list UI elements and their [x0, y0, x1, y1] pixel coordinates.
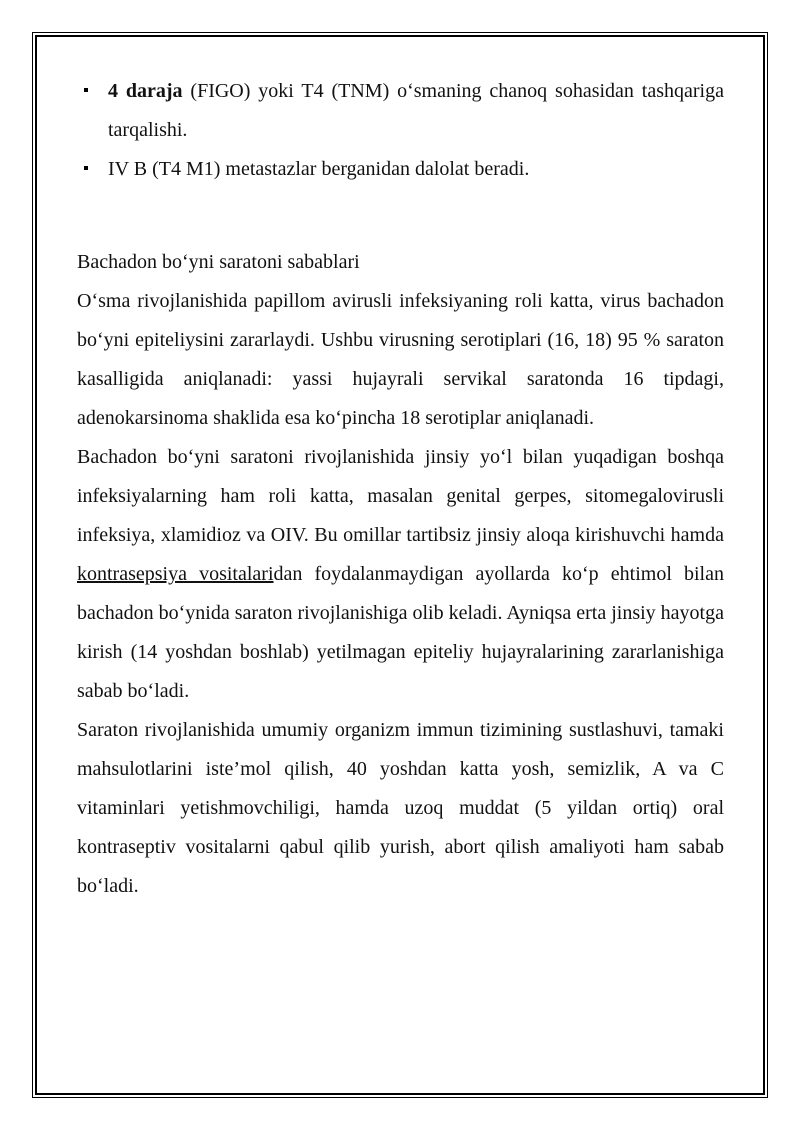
section-title: Bachadon bo‘yni saratoni sabablari [77, 251, 360, 273]
paragraph-2-part-1: Bachadon bo‘yni saratoni rivojlanishida jinsiy yo‘l bilan yuqadigan boshqa infeksiyalarning ham roli katta, masalan genital gerpes, sitomegalovirusli infeksiya, xlamidioz va OIV. Bu omillar tartibsiz jinsiy aloqa kirishuvchi hamda [77, 446, 724, 546]
section-gap [77, 189, 724, 243]
paragraph-1: O‘sma rivojlanishida papillom avirusli infeksiyaning roli katta, virus bachadon bo‘yni epiteliysini zararlaydi. Ushbu virusning serotiplari (16, 18) 95 % saraton kasalligida aniqlanadi: yassi hujayrali servikal saratonda 16 tipdagi, adenokarsinoma shaklida esa ko‘pincha 18 serotiplar aniqlanadi. [77, 290, 724, 429]
bullet-item-2-text: IV B (T4 M1) metastazlar berganidan dalolat beradi. [108, 158, 530, 180]
paragraph-3: Saraton rivojlanishida umumiy organizm immun tizimining sustlashuvi, tamaki mahsulotlarini iste’mol qilish, 40 yoshdan katta yosh, semizlik, A va C vitaminlari yetishmovchiligi, hamda uzoq muddat (5 yildan ortiq) oral kontraseptiv vositalarni qabul qilib yurish, abort qilish amaliyoti ham sabab bo‘ladi. [77, 719, 724, 897]
contraception-link[interactable]: kontrasepsiya vositalari [77, 563, 274, 585]
bullet-item-1 [77, 72, 724, 150]
paragraph-2-part-2: dan foydalanmaydigan ayollarda ko‘p ehtimol bilan bachadon bo‘ynida saraton rivojlanishiga olib keladi. Ayniqsa erta jinsiy hayotga kirish (14 yoshdan boshlab) yetilmagan epiteliy hujayralarining zararlanishiga sabab bo‘ladi. [77, 563, 724, 702]
bullet-item-2 [77, 150, 724, 189]
paragraph-2 [77, 438, 724, 711]
square-bullet-icon [84, 88, 88, 92]
document-body [77, 72, 724, 906]
bullet-list [77, 72, 724, 189]
bullet-item-1-text: (FIGO) yoki T4 (TNM) o‘smaning chanoq sohasidan tashqariga tarqalishi. [108, 80, 724, 141]
square-bullet-icon [84, 166, 88, 170]
bullet-item-1-bold: 4 daraja [108, 80, 183, 102]
